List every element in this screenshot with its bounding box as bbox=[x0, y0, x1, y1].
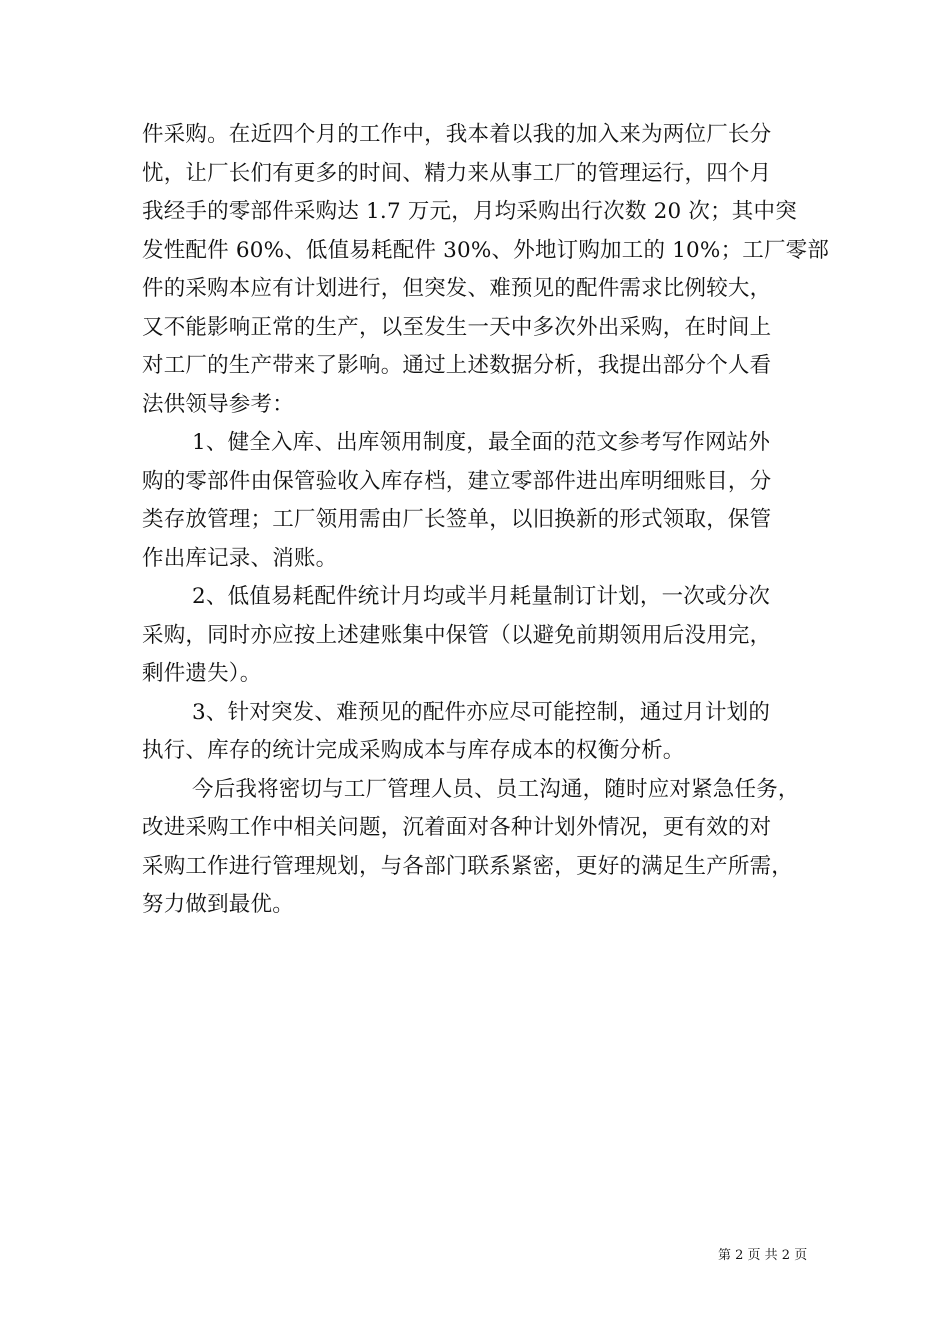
text-line: 剩件遗失）。 bbox=[142, 661, 262, 686]
text-line: 执行、库存的统计完成采购成本与库存成本的权衡分析。 bbox=[142, 738, 685, 763]
text-line: 努力做到最优。 bbox=[142, 892, 294, 917]
text-line: 对工厂的生产带来了影响。通过上述数据分析，我提出部分个人看 bbox=[142, 353, 772, 378]
text-line: 法供领导参考： bbox=[142, 391, 294, 417]
text-line: 件采购。在近四个月的工作中，我本着以我的加入来为两位厂长分 bbox=[142, 122, 772, 147]
text-line: 改进采购工作中相关问题，沉着面对各种计划外情况，更有效的对 bbox=[142, 815, 772, 840]
text-line: 采购工作进行管理规划，与各部门联系紧密，更好的满足生产所需， bbox=[142, 853, 794, 879]
text-line: 我经手的零部件采购达 1.7 万元，月均采购出行次数 20 次；其中突 bbox=[142, 199, 797, 224]
text-line: 2、低值易耗配件统计月均或半月耗量制订计划，一次或分次 bbox=[192, 584, 771, 609]
text-line: 忧，让厂长们有更多的时间、精力来从事工厂的管理运行，四个月 bbox=[142, 160, 772, 186]
text-line: 今后我将密切与工厂管理人员、员工沟通，随时应对紧急任务， bbox=[192, 776, 800, 802]
text-line: 发性配件 60%、低值易耗配件 30%、外地订购加工的 10%；工厂零部 bbox=[142, 237, 830, 263]
document-body bbox=[142, 116, 830, 925]
text-line: 购的零部件由保管验收入库存档，建立零部件进出库明细账目，分 bbox=[142, 468, 772, 494]
text-line: 件的采购本应有计划进行，但突发、难预见的配件需求比例较大， bbox=[142, 276, 772, 301]
text-line: 3、针对突发、难预见的配件亦应尽可能控制，通过月计划的 bbox=[192, 699, 771, 725]
text-line: 1、健全入库、出库领用制度，最全面的范文参考写作网站外 bbox=[192, 430, 771, 455]
text-line: 类存放管理；工厂领用需由厂长签单，以旧换新的形式领取，保管 bbox=[142, 507, 772, 532]
text-line: 采购，同时亦应按上述建账集中保管（以避免前期领用后没用完， bbox=[142, 622, 772, 648]
text-line: 又不能影响正常的生产，以至发生一天中多次外出采购，在时间上 bbox=[142, 314, 772, 340]
page-number-footer: 第 2 页 共 2 页 bbox=[718, 1248, 808, 1263]
text-line: 作出库记录、消账。 bbox=[142, 545, 338, 571]
